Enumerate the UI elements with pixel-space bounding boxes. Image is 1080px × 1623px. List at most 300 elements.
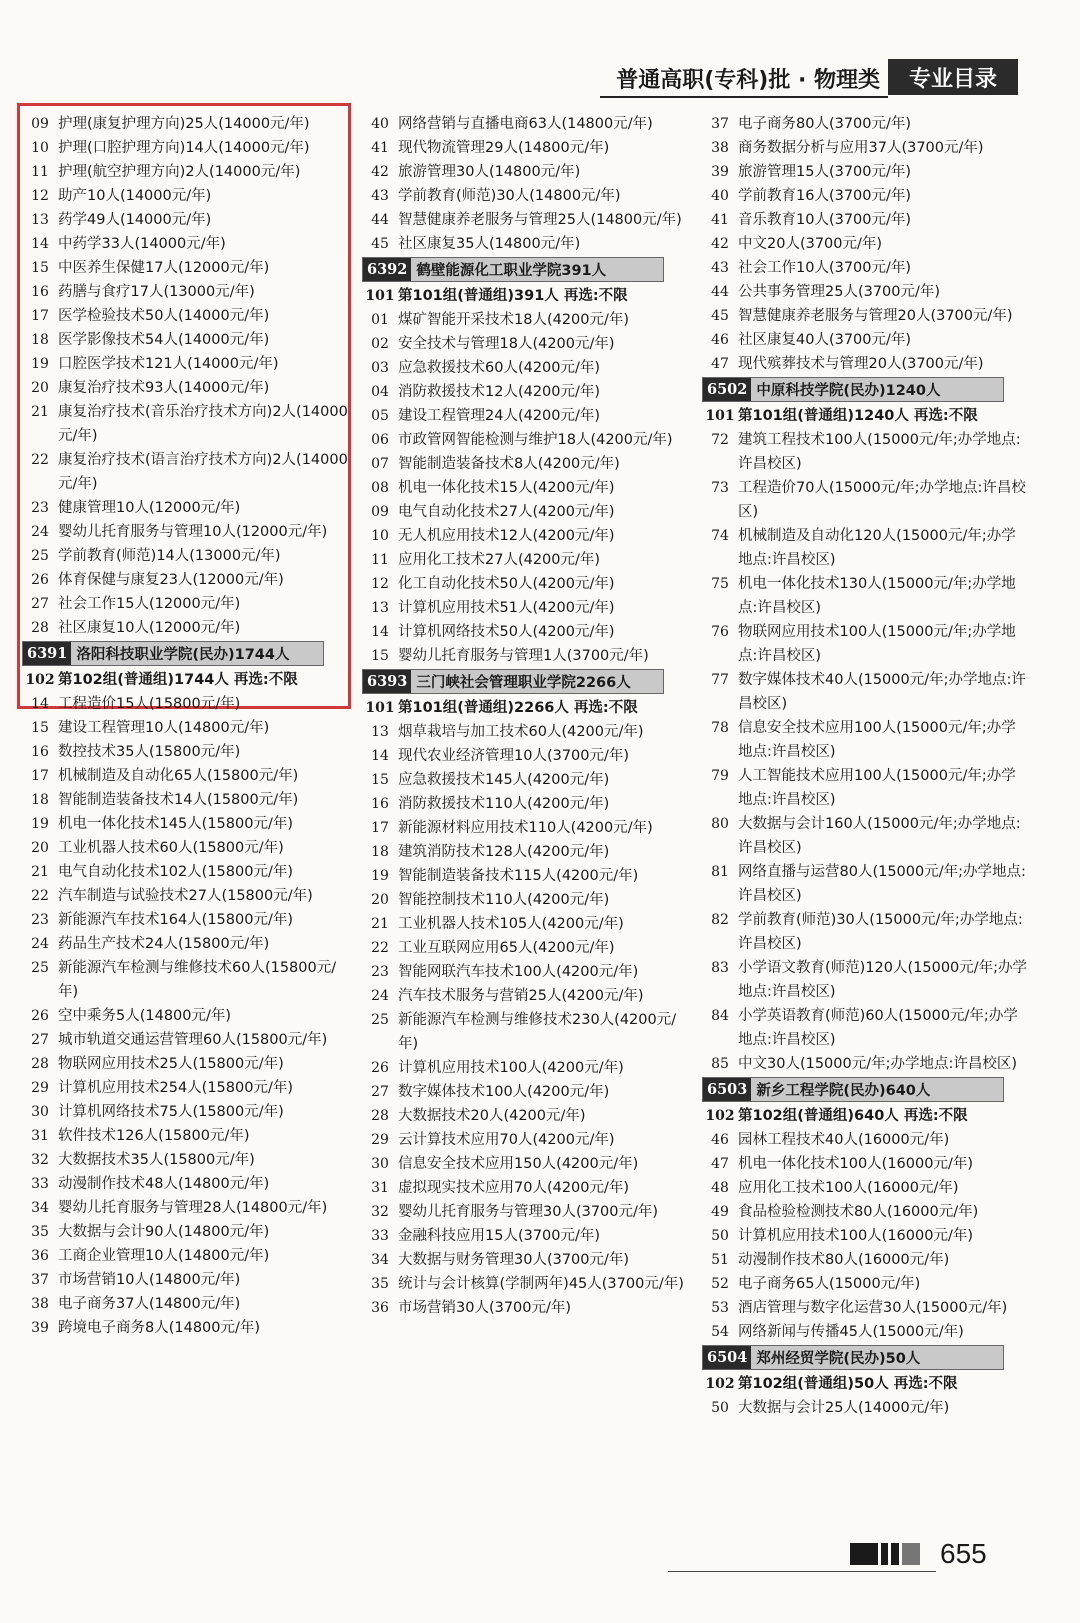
row-text: 城市轨道交通运营管理60人(15800元/年) xyxy=(58,1032,328,1048)
major-row xyxy=(22,304,352,328)
row-code: 101 xyxy=(705,408,735,424)
row-text: 公共事务管理25人(3700元/年) xyxy=(738,284,941,300)
row-text: 统计与会计核算(学制两年)45人(3700元/年) xyxy=(398,1276,684,1292)
row-text: 婴幼儿托育服务与管理10人(12000元/年) xyxy=(58,524,328,540)
major-row xyxy=(702,304,1030,328)
major-row xyxy=(22,740,352,764)
major-row xyxy=(362,524,692,548)
major-row xyxy=(702,476,1030,524)
row-code: 40 xyxy=(711,188,729,204)
row-code: 22 xyxy=(371,940,389,956)
major-row xyxy=(362,428,692,452)
row-text: 医学影像技术54人(14000元/年) xyxy=(58,332,270,348)
row-text: 计算机应用技术100人(4200元/年) xyxy=(398,1060,624,1076)
row-code: 27 xyxy=(31,1032,49,1048)
row-text: 中医养生保健17人(12000元/年) xyxy=(58,260,270,276)
column-2 xyxy=(362,112,692,1320)
major-row xyxy=(22,1148,352,1172)
row-code: 53 xyxy=(711,1300,729,1316)
row-text: 无人机应用技术12人(4200元/年) xyxy=(398,528,615,544)
major-row xyxy=(22,764,352,788)
major-row xyxy=(22,692,352,716)
row-code: 12 xyxy=(31,188,49,204)
major-row xyxy=(22,1316,352,1340)
row-text: 机电一体化技术145人(15800元/年) xyxy=(58,816,294,832)
row-text: 酒店管理与数字化运营30人(15000元/年) xyxy=(738,1300,1008,1316)
row-code: 18 xyxy=(31,792,49,808)
major-row xyxy=(22,520,352,544)
row-code: 37 xyxy=(711,116,729,132)
row-text: 数字媒体技术100人(4200元/年) xyxy=(398,1084,610,1100)
major-row xyxy=(362,1008,692,1056)
major-row xyxy=(362,572,692,596)
major-row xyxy=(702,1152,1030,1176)
row-text: 应用化工技术100人(16000元/年) xyxy=(738,1180,959,1196)
row-code: 20 xyxy=(31,840,49,856)
row-text: 护理(康复护理方向)25人(14000元/年) xyxy=(58,116,310,132)
major-row xyxy=(22,544,352,568)
major-row xyxy=(22,184,352,208)
row-code: 32 xyxy=(31,1152,49,1168)
major-row xyxy=(702,428,1030,476)
row-code: 73 xyxy=(711,480,729,496)
row-code: 07 xyxy=(371,456,389,472)
row-text: 现代殡葬技术与管理20人(3700元/年) xyxy=(738,356,984,372)
row-code: 26 xyxy=(31,1008,49,1024)
major-row xyxy=(702,908,1030,956)
row-code: 35 xyxy=(31,1224,49,1240)
row-text: 社会工作15人(12000元/年) xyxy=(58,596,241,612)
row-text: 动漫制作技术80人(16000元/年) xyxy=(738,1252,950,1268)
row-code: 42 xyxy=(371,164,389,180)
row-code: 102 xyxy=(705,1376,735,1392)
column-1 xyxy=(22,112,352,1340)
row-code: 42 xyxy=(711,236,729,252)
row-code: 14 xyxy=(371,748,389,764)
row-text: 工业机器人技术105人(4200元/年) xyxy=(398,916,624,932)
major-row xyxy=(22,932,352,956)
row-text: 智慧健康养老服务与管理25人(14800元/年) xyxy=(398,212,682,228)
row-text: 护理(航空护理方向)2人(14000元/年) xyxy=(58,164,301,180)
row-code: 14 xyxy=(371,624,389,640)
major-row xyxy=(702,1224,1030,1248)
row-text: 新能源汽车检测与维修技术230人(4200元/年) xyxy=(398,1012,677,1052)
major-row xyxy=(22,1052,352,1076)
row-code: 74 xyxy=(711,528,729,544)
row-code: 41 xyxy=(711,212,729,228)
school-code: 6393 xyxy=(363,670,411,693)
row-text: 中文20人(3700元/年) xyxy=(738,236,883,252)
school-header xyxy=(702,377,1004,402)
row-code: 19 xyxy=(31,816,49,832)
row-text: 机电一体化技术130人(15000元/年;办学地点:许昌校区) xyxy=(738,576,1016,616)
row-code: 32 xyxy=(371,1204,389,1220)
row-code: 49 xyxy=(711,1204,729,1220)
row-text: 学前教育(师范)14人(13000元/年) xyxy=(58,548,281,564)
row-text: 金融科技应用15人(3700元/年) xyxy=(398,1228,601,1244)
row-text: 工程造价15人(15800元/年) xyxy=(58,696,241,712)
row-code: 54 xyxy=(711,1324,729,1340)
major-row xyxy=(362,404,692,428)
row-text: 数控技术35人(15800元/年) xyxy=(58,744,241,760)
major-row xyxy=(22,256,352,280)
row-text: 音乐教育10人(3700元/年) xyxy=(738,212,912,228)
row-code: 47 xyxy=(711,356,729,372)
row-text: 新能源汽车检测与维修技术60人(15800元/年) xyxy=(58,960,337,1000)
row-text: 软件技术126人(15800元/年) xyxy=(58,1128,250,1144)
major-row xyxy=(702,1176,1030,1200)
major-row xyxy=(702,136,1030,160)
row-code: 46 xyxy=(711,332,729,348)
major-row xyxy=(362,308,692,332)
row-code: 44 xyxy=(371,212,389,228)
row-text: 电子商务37人(14800元/年) xyxy=(58,1296,241,1312)
row-text: 婴幼儿托育服务与管理30人(3700元/年) xyxy=(398,1204,659,1220)
school-header xyxy=(702,1345,1004,1370)
major-row xyxy=(362,1296,692,1320)
row-code: 37 xyxy=(31,1272,49,1288)
row-code: 26 xyxy=(371,1060,389,1076)
row-text: 药膳与食疗17人(13000元/年) xyxy=(58,284,255,300)
row-code: 23 xyxy=(31,500,49,516)
school-code: 6391 xyxy=(23,642,71,665)
row-code: 09 xyxy=(31,116,49,132)
row-text: 建设工程管理24人(4200元/年) xyxy=(398,408,601,424)
major-row xyxy=(362,1080,692,1104)
row-text: 物联网应用技术25人(15800元/年) xyxy=(58,1056,284,1072)
major-row xyxy=(362,720,692,744)
footer-rule xyxy=(668,1571,936,1572)
row-text: 物联网应用技术100人(15000元/年;办学地点:许昌校区) xyxy=(738,624,1016,664)
section-tag: 专业目录 xyxy=(888,59,1018,95)
row-code: 39 xyxy=(31,1320,49,1336)
row-code: 15 xyxy=(371,772,389,788)
row-code: 43 xyxy=(711,260,729,276)
row-code: 03 xyxy=(371,360,389,376)
row-code: 29 xyxy=(31,1080,49,1096)
row-code: 33 xyxy=(371,1228,389,1244)
row-code: 06 xyxy=(371,432,389,448)
row-code: 79 xyxy=(711,768,729,784)
major-row xyxy=(362,744,692,768)
row-text: 网络营销与直播电商63人(14800元/年) xyxy=(398,116,653,132)
major-row xyxy=(702,812,1030,860)
row-code: 85 xyxy=(711,1056,729,1072)
row-code: 101 xyxy=(365,700,395,716)
major-row xyxy=(702,112,1030,136)
row-text: 学前教育(师范)30人(15000元/年;办学地点:许昌校区) xyxy=(738,912,1023,952)
row-text: 计算机应用技术254人(15800元/年) xyxy=(58,1080,294,1096)
row-text: 中文30人(15000元/年;办学地点:许昌校区) xyxy=(738,1056,1018,1072)
row-text: 口腔医学技术121人(14000元/年) xyxy=(58,356,279,372)
row-code: 10 xyxy=(31,140,49,156)
row-text: 康复治疗技术93人(14000元/年) xyxy=(58,380,270,396)
row-text: 云计算技术应用70人(4200元/年) xyxy=(398,1132,615,1148)
major-row xyxy=(702,160,1030,184)
row-text: 机电一体化技术100人(16000元/年) xyxy=(738,1156,974,1172)
row-text: 计算机应用技术51人(4200元/年) xyxy=(398,600,615,616)
major-row xyxy=(702,352,1030,376)
row-text: 人工智能技术应用100人(15000元/年;办学地点:许昌校区) xyxy=(738,768,1016,808)
major-row xyxy=(22,280,352,304)
row-code: 84 xyxy=(711,1008,729,1024)
row-text: 社区康复40人(3700元/年) xyxy=(738,332,912,348)
major-row xyxy=(362,1104,692,1128)
major-row xyxy=(362,960,692,984)
row-text: 煤矿智能开采技术18人(4200元/年) xyxy=(398,312,630,328)
row-code: 36 xyxy=(371,1300,389,1316)
row-code: 19 xyxy=(371,868,389,884)
row-code: 10 xyxy=(371,528,389,544)
row-text: 商务数据分析与应用37人(3700元/年) xyxy=(738,140,984,156)
row-code: 101 xyxy=(365,288,395,304)
row-text: 旅游管理15人(3700元/年) xyxy=(738,164,912,180)
major-row xyxy=(362,232,692,256)
major-row xyxy=(362,888,692,912)
major-row xyxy=(362,1176,692,1200)
row-text: 网络直播与运营80人(15000元/年;办学地点:许昌校区) xyxy=(738,864,1026,904)
section-title: 普通高职(专科)批 · 物理类 xyxy=(616,68,880,93)
major-row xyxy=(22,1292,352,1316)
row-text: 第102组(普通组)50人 再选:不限 xyxy=(738,1376,958,1392)
major-row xyxy=(22,496,352,520)
row-text: 建设工程管理10人(14800元/年) xyxy=(58,720,270,736)
row-text: 跨境电子商务8人(14800元/年) xyxy=(58,1320,261,1336)
row-code: 45 xyxy=(371,236,389,252)
row-code: 08 xyxy=(371,480,389,496)
major-row xyxy=(22,788,352,812)
major-row xyxy=(22,716,352,740)
major-row xyxy=(362,596,692,620)
row-code: 24 xyxy=(371,988,389,1004)
major-row xyxy=(702,956,1030,1004)
row-text: 市场营销30人(3700元/年) xyxy=(398,1300,572,1316)
row-code: 102 xyxy=(705,1108,735,1124)
row-text: 旅游管理30人(14800元/年) xyxy=(398,164,581,180)
row-code: 38 xyxy=(31,1296,49,1312)
row-code: 77 xyxy=(711,672,729,688)
major-row xyxy=(22,836,352,860)
row-text: 动漫制作技术48人(14800元/年) xyxy=(58,1176,270,1192)
major-row xyxy=(22,1172,352,1196)
major-row xyxy=(22,616,352,640)
column-3 xyxy=(702,112,1030,1420)
row-code: 01 xyxy=(371,312,389,328)
row-code: 27 xyxy=(31,596,49,612)
row-code: 34 xyxy=(371,1252,389,1268)
major-row xyxy=(362,620,692,644)
row-code: 28 xyxy=(31,620,49,636)
row-text: 智能控制技术110人(4200元/年) xyxy=(398,892,610,908)
row-code: 17 xyxy=(31,308,49,324)
row-code: 14 xyxy=(31,696,49,712)
major-row xyxy=(702,328,1030,352)
major-row xyxy=(702,1396,1030,1420)
row-text: 大数据与财务管理30人(3700元/年) xyxy=(398,1252,630,1268)
school-code: 6502 xyxy=(703,378,751,401)
row-code: 16 xyxy=(371,796,389,812)
major-row xyxy=(22,376,352,400)
major-row xyxy=(22,568,352,592)
row-code: 13 xyxy=(31,212,49,228)
major-row xyxy=(702,1248,1030,1272)
page-header xyxy=(0,55,1080,105)
row-text: 学前教育16人(3700元/年) xyxy=(738,188,912,204)
row-text: 第102组(普通组)1744人 再选:不限 xyxy=(58,672,298,688)
row-code: 13 xyxy=(371,600,389,616)
row-code: 24 xyxy=(31,936,49,952)
major-row xyxy=(22,1196,352,1220)
row-code: 46 xyxy=(711,1132,729,1148)
major-row xyxy=(362,332,692,356)
row-text: 机电一体化技术15人(4200元/年) xyxy=(398,480,615,496)
row-code: 43 xyxy=(371,188,389,204)
row-code: 05 xyxy=(371,408,389,424)
major-row xyxy=(702,620,1030,668)
major-row xyxy=(702,1296,1030,1320)
major-row xyxy=(22,400,352,448)
row-code: 22 xyxy=(31,452,49,468)
row-text: 社区康复35人(14800元/年) xyxy=(398,236,581,252)
row-text: 空中乘务5人(14800元/年) xyxy=(58,1008,232,1024)
row-code: 15 xyxy=(371,648,389,664)
major-row xyxy=(362,792,692,816)
row-text: 汽车制造与试验技术27人(15800元/年) xyxy=(58,888,313,904)
row-code: 16 xyxy=(31,744,49,760)
school-name: 中原科技学院(民办)1240人 xyxy=(756,383,941,399)
row-code: 18 xyxy=(371,844,389,860)
row-code: 45 xyxy=(711,308,729,324)
row-text: 大数据技术35人(15800元/年) xyxy=(58,1152,255,1168)
major-row xyxy=(362,936,692,960)
page-number: 655 xyxy=(940,1538,987,1569)
row-code: 18 xyxy=(31,332,49,348)
major-row xyxy=(702,1272,1030,1296)
row-code: 22 xyxy=(31,888,49,904)
major-row xyxy=(22,1028,352,1052)
major-row xyxy=(702,572,1030,620)
row-code: 15 xyxy=(31,260,49,276)
row-code: 48 xyxy=(711,1180,729,1196)
major-row xyxy=(22,160,352,184)
major-row xyxy=(22,1220,352,1244)
row-text: 工商企业管理10人(14800元/年) xyxy=(58,1248,270,1264)
row-text: 药品生产技术24人(15800元/年) xyxy=(58,936,270,952)
row-text: 康复治疗技术(音乐治疗技术方向)2人(14000元/年) xyxy=(58,404,348,444)
major-row xyxy=(22,908,352,932)
major-row xyxy=(22,1100,352,1124)
row-text: 新能源材料应用技术110人(4200元/年) xyxy=(398,820,653,836)
school-header xyxy=(702,1077,1004,1102)
row-code: 14 xyxy=(31,236,49,252)
row-code: 72 xyxy=(711,432,729,448)
row-code: 83 xyxy=(711,960,729,976)
row-text: 智能网联汽车技术100人(4200元/年) xyxy=(398,964,639,980)
major-row xyxy=(362,1272,692,1296)
row-text: 计算机网络技术75人(15800元/年) xyxy=(58,1104,284,1120)
major-row xyxy=(362,500,692,524)
row-text: 建筑消防技术128人(4200元/年) xyxy=(398,844,610,860)
school-code: 6392 xyxy=(363,258,411,281)
row-code: 102 xyxy=(25,672,55,688)
row-text: 数字媒体技术40人(15000元/年;办学地点:许昌校区) xyxy=(738,672,1026,712)
row-code: 39 xyxy=(711,164,729,180)
row-code: 35 xyxy=(371,1276,389,1292)
major-row xyxy=(702,256,1030,280)
row-code: 81 xyxy=(711,864,729,880)
group-row xyxy=(362,284,692,308)
row-text: 安全技术与管理18人(4200元/年) xyxy=(398,336,615,352)
major-row xyxy=(362,476,692,500)
major-row xyxy=(22,812,352,836)
row-text: 小学语文教育(师范)120人(15000元/年;办学地点:许昌校区) xyxy=(738,960,1028,1000)
row-code: 31 xyxy=(31,1128,49,1144)
major-row xyxy=(362,1224,692,1248)
major-row xyxy=(22,1268,352,1292)
major-row xyxy=(22,860,352,884)
major-row xyxy=(362,184,692,208)
major-row xyxy=(362,208,692,232)
major-row xyxy=(362,160,692,184)
header-rule xyxy=(600,96,888,98)
major-row xyxy=(362,452,692,476)
row-code: 41 xyxy=(371,140,389,156)
school-code: 6504 xyxy=(703,1346,751,1369)
major-row xyxy=(362,1056,692,1080)
major-row xyxy=(362,1152,692,1176)
major-row xyxy=(362,112,692,136)
row-text: 网络新闻与传播45人(15000元/年) xyxy=(738,1324,964,1340)
major-row xyxy=(22,328,352,352)
school-header xyxy=(362,669,664,694)
major-row xyxy=(362,136,692,160)
major-row xyxy=(702,1004,1030,1052)
row-text: 新能源汽车技术164人(15800元/年) xyxy=(58,912,294,928)
row-text: 康复治疗技术(语言治疗技术方向)2人(14000元/年) xyxy=(58,452,348,492)
row-code: 30 xyxy=(371,1156,389,1172)
row-text: 汽车技术服务与营销25人(4200元/年) xyxy=(398,988,644,1004)
row-text: 社区康复10人(12000元/年) xyxy=(58,620,241,636)
row-code: 21 xyxy=(31,864,49,880)
row-code: 29 xyxy=(371,1132,389,1148)
school-name: 洛阳科技职业学院(民办)1744人 xyxy=(76,647,290,663)
major-row xyxy=(362,380,692,404)
row-code: 20 xyxy=(371,892,389,908)
row-code: 80 xyxy=(711,816,729,832)
row-text: 机械制造及自动化120人(15000元/年;办学地点:许昌校区) xyxy=(738,528,1016,568)
major-row xyxy=(702,668,1030,716)
row-text: 健康管理10人(12000元/年) xyxy=(58,500,241,516)
row-text: 第102组(普通组)640人 再选:不限 xyxy=(738,1108,968,1124)
row-text: 婴幼儿托育服务与管理1人(3700元/年) xyxy=(398,648,649,664)
row-code: 40 xyxy=(371,116,389,132)
row-code: 13 xyxy=(371,724,389,740)
row-code: 28 xyxy=(371,1108,389,1124)
school-name: 三门峡社会管理职业学院2266人 xyxy=(416,675,631,691)
row-text: 智慧健康养老服务与管理20人(3700元/年) xyxy=(738,308,1013,324)
row-text: 药学49人(14000元/年) xyxy=(58,212,212,228)
school-header xyxy=(362,257,664,282)
major-row xyxy=(22,352,352,376)
major-row xyxy=(702,1128,1030,1152)
major-row xyxy=(22,1244,352,1268)
major-row xyxy=(22,592,352,616)
row-text: 社会工作10人(3700元/年) xyxy=(738,260,912,276)
school-header xyxy=(22,641,324,666)
major-row xyxy=(702,524,1030,572)
row-text: 市政管网智能检测与维护18人(4200元/年) xyxy=(398,432,673,448)
major-row xyxy=(362,548,692,572)
